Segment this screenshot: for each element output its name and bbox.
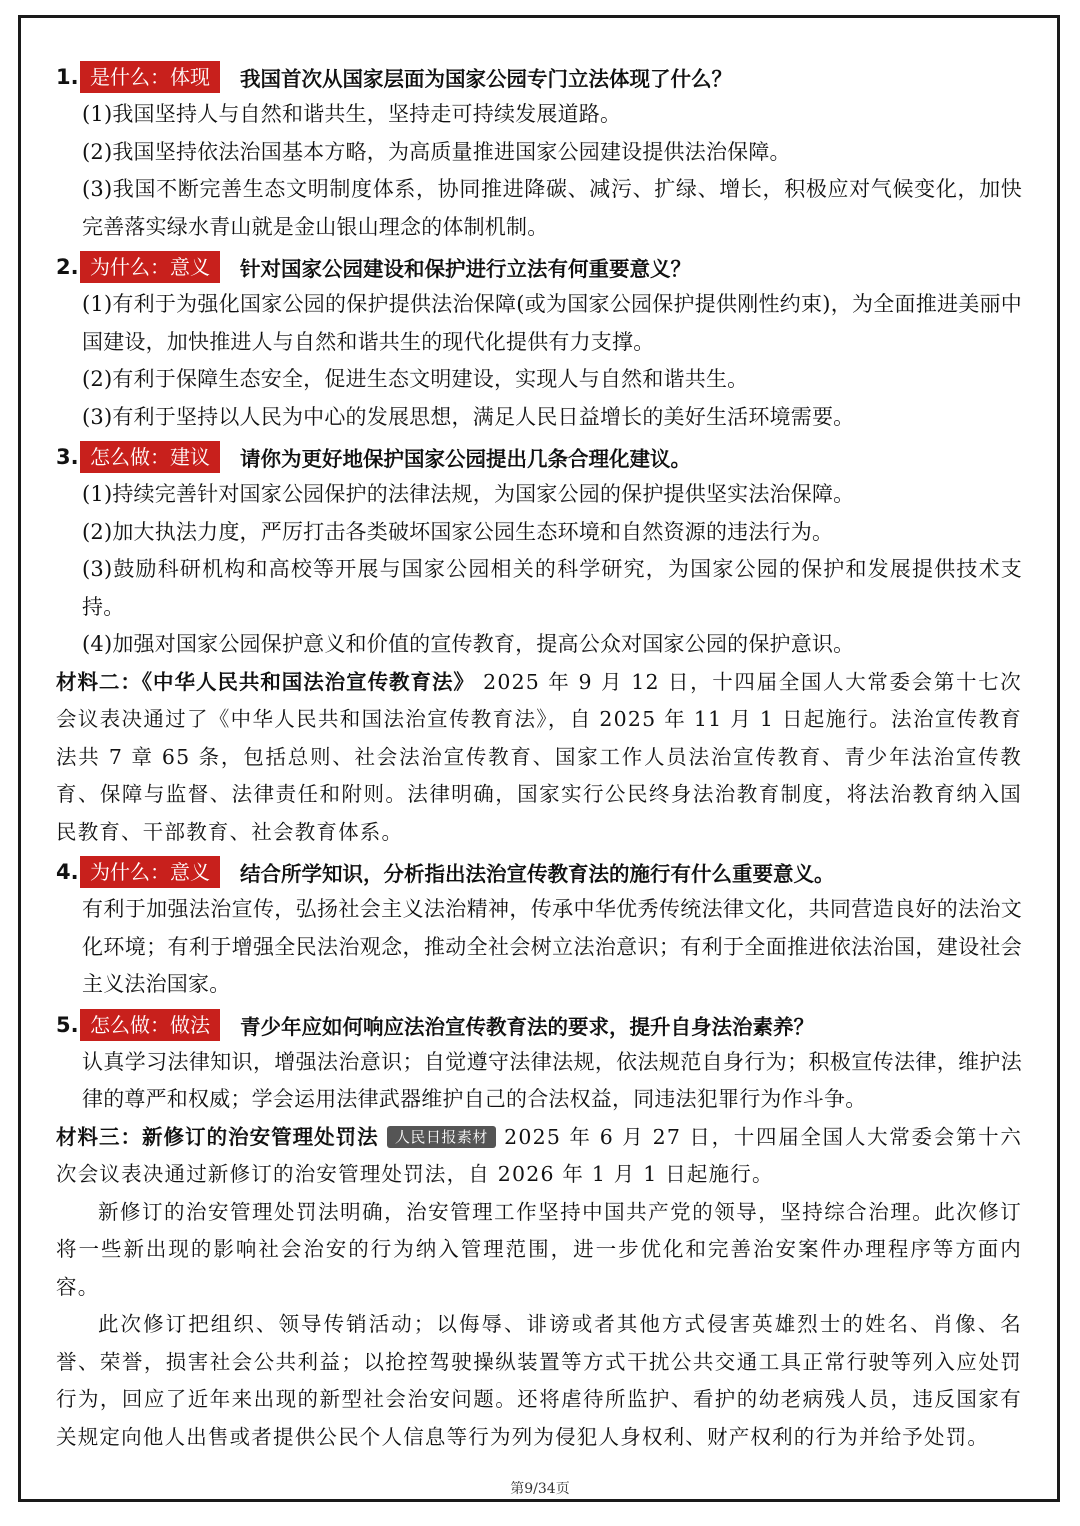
material-2-text: 2025 年 9 月 12 日，十四届全国人大常委会第十七次会议表决通过了《中华人民共和国法治宣传教育法》，自 2025 年 11 月 1 日起施行。法治宣传教育法共 7 章 65 条，包括总则、社会法治宣传教育、国家工作人员法治宣传教育、青少年法治宣传教育、保障与监督、法律责任和附则。法律明确，国家实行公民终身法治教育制度，将法治教育纳入国民教育、干部教育、社会教育体系。	[56, 669, 1023, 844]
answer-item: (4)加强对国家公园保护意义和价值的宣传教育，提高公众对国家公园的保护意识。	[82, 632, 855, 656]
answer-item: (3)有利于坚持以人民为中心的发展思想，满足人民日益增长的美好生活环境需要。	[82, 404, 855, 429]
question-tag: 是什么：体现	[80, 61, 220, 93]
question-number: 2.	[56, 255, 79, 279]
question-2-header	[56, 248, 1022, 286]
source-badge: 人民日报素材	[387, 1126, 496, 1148]
material-3-text: 2025 年 6 月 27 日，十四届全国人大常委会第十六次会议表决通过新修订的治安管理处罚法，自 2026 年 1 月 1 日起施行。	[56, 1124, 1023, 1186]
question-number: 4.	[56, 860, 79, 884]
material-2	[56, 664, 1022, 852]
question-number: 3.	[56, 445, 79, 469]
question-number: 5.	[56, 1012, 79, 1037]
material-3-paragraph: 新修订的治安管理处罚法明确，治安管理工作坚持中国共产党的领导，坚持综合治理。此次修订将一些新出现的影响社会治安的行为纳入管理范围，进一步优化和完善治安案件办理程序等方面内容。	[56, 1199, 1022, 1299]
question-3-header	[56, 438, 1022, 476]
question-tag: 怎么做：做法	[80, 1009, 220, 1041]
answer-item: (1)持续完善针对国家公园保护的法律法规，为国家公园的保护提供坚实法治保障。	[82, 482, 855, 506]
material-3-title: 材料三：新修订的治安管理处罚法	[56, 1124, 379, 1149]
question-2-answers	[56, 286, 1022, 436]
question-1-answers	[56, 96, 1022, 246]
question-number: 1.	[56, 65, 79, 89]
question-tag: 怎么做：建议	[80, 441, 220, 473]
question-3-answers	[56, 476, 1022, 664]
answer-item: (3)鼓励科研机构和高校等开展与国家公园相关的科学研究，为国家公园的保护和发展提供技术支持。	[82, 557, 1022, 619]
question-5-header	[56, 1006, 1022, 1044]
material-2-title: 材料二：《中华人民共和国法治宣传教育法》	[56, 669, 475, 694]
answer-item: 有利于加强法治宣传，弘扬社会主义法治精神，传承中华优秀传统法律文化，共同营造良好的法治文化环境；有利于增强全民法治观念，推动全社会树立法治意识；有利于全面推进依法治国，建设社会主义法治国家。	[82, 897, 1022, 996]
question-title: 针对国家公园建设和保护进行立法有何重要意义？	[240, 257, 691, 281]
answer-item: (2)加大执法力度，严厉打击各类破坏国家公园生态环境和自然资源的违法行为。	[82, 519, 834, 544]
answer-item: (2)有利于保障生态安全，促进生态文明建设，实现人与自然和谐共生。	[82, 367, 749, 391]
question-title: 我国首次从国家层面为国家公园专门立法体现了什么？	[240, 67, 732, 91]
question-1-header	[56, 58, 1022, 96]
question-4-header	[56, 853, 1022, 891]
question-title: 请你为更好地保护国家公园提出几条合理化建议。	[240, 447, 691, 471]
material-3-paragraph: 此次修订把组织、领导传销活动；以侮辱、诽谤或者其他方式侵害英雄烈士的姓名、肖像、名誉、荣誉，损害社会公共利益；以抢控驾驶操纵装置等方式干扰公共交通工具正常行驶等列入应处罚行为，回应了近年来出现的新型社会治安问题。还将虐待所监护、看护的幼老病残人员，违反国家有关规定向他人出售或者提供公民个人信息等行为列为侵犯人身权利、财产权利的行为并给予处罚。	[56, 1312, 1022, 1449]
question-tag: 为什么：意义	[80, 856, 220, 888]
question-tag: 为什么：意义	[80, 251, 220, 283]
answer-item: (2)我国坚持依法治国基本方略，为高质量推进国家公园建设提供法治保障。	[82, 139, 791, 164]
question-title: 青少年应如何响应法治宣传教育法的要求，提升自身法治素养？	[240, 1014, 814, 1039]
material-3	[56, 1119, 1022, 1457]
question-5-answers	[56, 1044, 1022, 1119]
answer-item: (3)我国不断完善生态文明制度体系，协同推进降碳、减污、扩绿、增长，积极应对气候变化，加快完善落实绿水青山就是金山银山理念的体制机制。	[82, 177, 1022, 239]
page-content	[56, 56, 1022, 1456]
answer-item: (1)我国坚持人与自然和谐共生，坚持走可持续发展道路。	[82, 102, 622, 126]
answer-item: 认真学习法律知识，增强法治意识；自觉遵守法律法规，依法规范自身行为；积极宣传法律，维护法律的尊严和权威；学会运用法律武器维护自己的合法权益，同违法犯罪行为作斗争。	[82, 1049, 1022, 1111]
answer-item: (1)有利于为强化国家公园的保护提供法治保障(或为国家公园保护提供刚性约束)，为全面推进美丽中国建设，加快推进人与自然和谐共生的现代化提供有力支撑。	[82, 292, 1022, 354]
question-title: 结合所学知识，分析指出法治宣传教育法的施行有什么重要意义。	[240, 862, 835, 886]
question-4-answers	[56, 891, 1022, 1004]
page-number: 第9/34页	[510, 1481, 570, 1497]
